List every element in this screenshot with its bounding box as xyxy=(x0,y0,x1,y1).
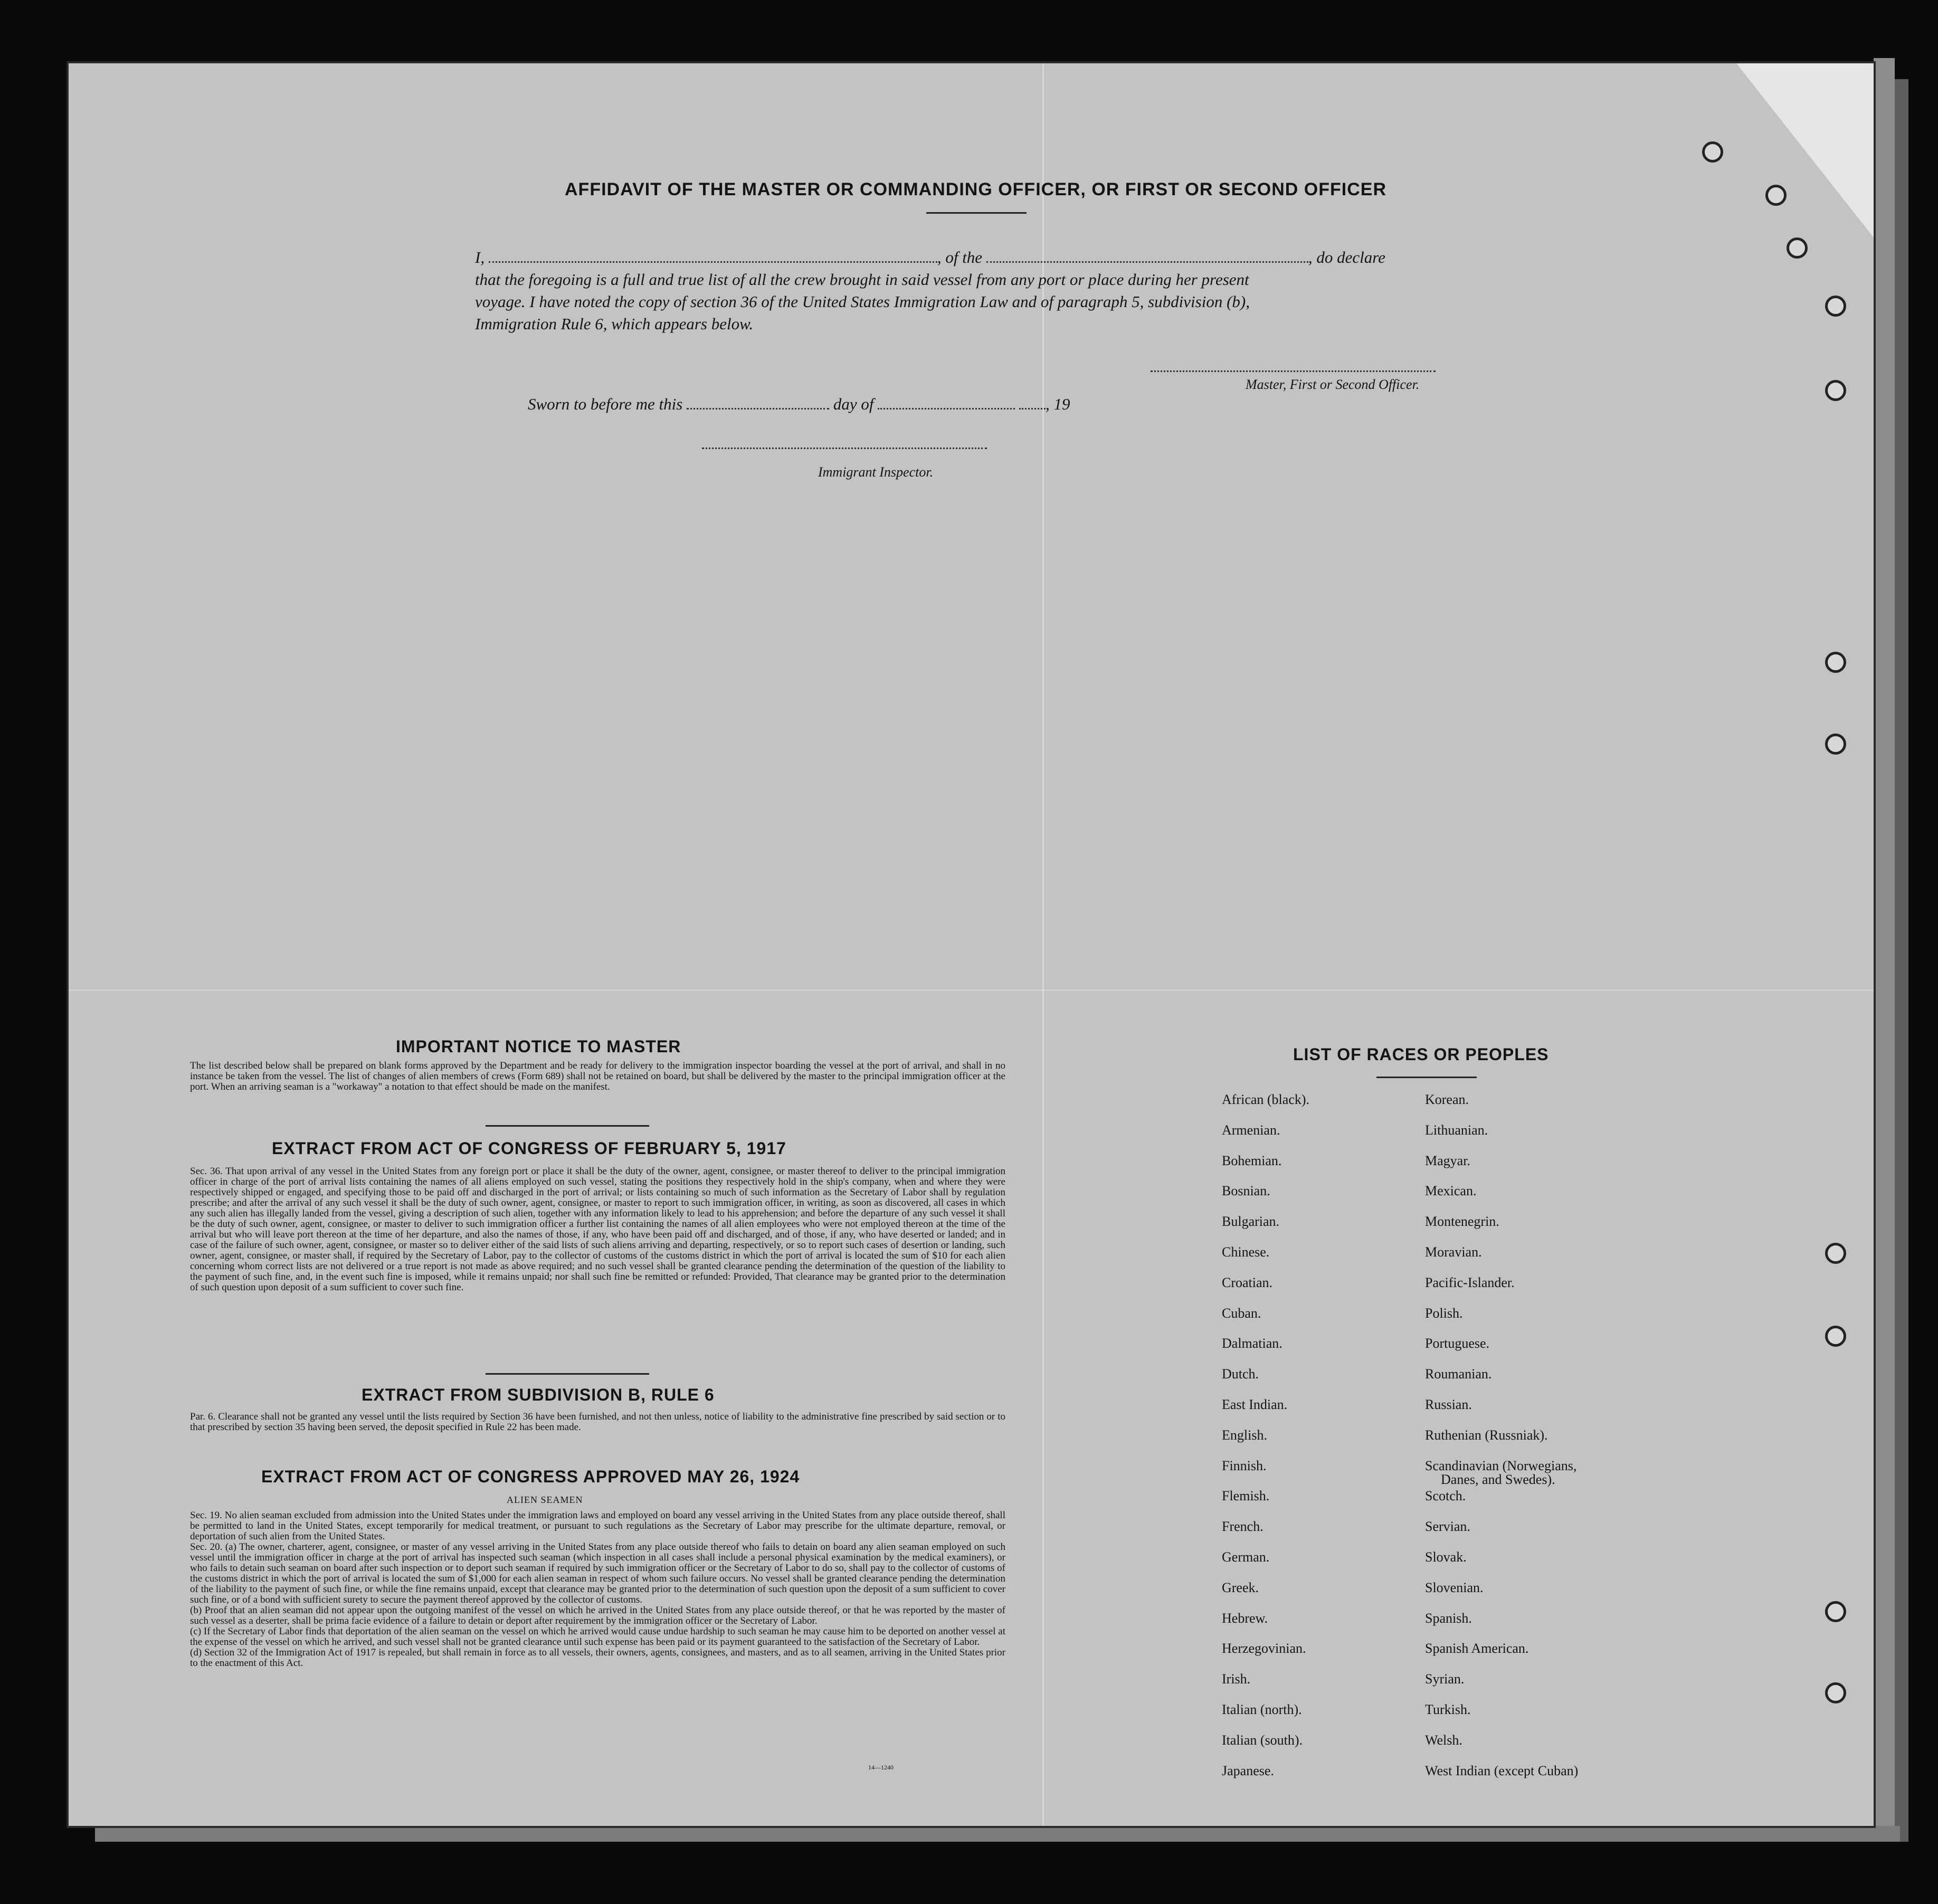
race-item: Lithuanian. xyxy=(1425,1122,1488,1138)
race-item: Greek. xyxy=(1222,1579,1259,1595)
race-item: Mexican. xyxy=(1425,1183,1477,1199)
sec-20b: (b) Proof that an alien seaman did not appear upon the outgoing manifest of the vessel on which he arrived in the United States from any place outside thereof, or that he was reported by the master of such vessel as a deserter, shall be prima facie evidence of a failure to detain or deport after requirement by the immigration officer or the Secretary of Labor. xyxy=(190,1605,1005,1626)
punch-hole-icon xyxy=(1702,141,1723,163)
race-item: Scotch. xyxy=(1425,1488,1466,1504)
sworn-year-prefix-blank[interactable] xyxy=(1019,408,1046,410)
extract-1924-body xyxy=(190,1510,1005,1669)
race-item: Croatian. xyxy=(1222,1274,1273,1290)
name-blank[interactable] xyxy=(489,261,937,263)
extract-1917-body: Sec. 36. That upon arrival of any vessel in the United States from any foreign port or place it shall be the duty of the owner, agent, consignee, or master thereof to deliver to the principal immigration officer in charge of the port of arrival lists containing the names of all aliens employed on such vessel, stating the positions they respectively hold in the ship's company, when and where they were respectively shipped or engaged, and specifying those to be paid off and discharged in the port of arrival; or lists containing so much of such information as the Secretary of Labor shall by regulation prescribe; and after the arrival of any such vessel it shall be the duty of such owner, agent, consignee, or master to report to such immigration officer, in writing, as soon as discovered, all cases in which any such alien has illegally landed from the vessel, giving a description of such alien, together with any information likely to lead to his apprehension; and before the departure of any such vessel it shall be the duty of such owner, agent, consignee, or master to deliver to such immigration officer a further list containing the names of all alien employees who were not employed thereon at the time of the arrival but who will leave port thereon at the time of her departure, and also the names of those, if any, who have been paid off and discharged, and of those, if any, who have deserted or landed; and in case of the failure of such owner, agent, consignee, or master so to deliver either of the said lists of such aliens arriving and departing, respectively, or so to report such cases of desertion or landing, such owner, agent, consignee, or master shall, if required by the Secretary of Labor, pay to the collector of customs of the customs district in which the port of arrival is located the sum of $10 for each alien concerning whom correct lists are not delivered or a true report is not made as above required; and no such vessel shall be granted clearance pending the determination of the question of the liability to the payment of such fine, and, in the event such fine is imposed, while it remains unpaid; nor shall such fine be remitted or refunded: Provided, That clearance may be granted prior to the determination of such question upon deposit of a sum sufficient to cover such fine. xyxy=(190,1166,1005,1293)
punch-hole-icon xyxy=(1765,185,1787,206)
race-item: Italian (north). xyxy=(1222,1702,1302,1717)
vessel-blank[interactable] xyxy=(986,261,1308,263)
master-signature-blank[interactable] xyxy=(1151,370,1436,372)
page-edge-right xyxy=(1874,58,1895,1842)
extract-1924-title: EXTRACT FROM ACT OF CONGRESS APPROVED MAY 26, 1924 xyxy=(261,1467,800,1486)
races-rule xyxy=(1376,1077,1477,1078)
page-edge-far-right xyxy=(1895,79,1908,1842)
race-item: Dutch. xyxy=(1222,1366,1259,1382)
punch-hole-icon xyxy=(1825,1326,1846,1347)
section-rule xyxy=(486,1125,649,1127)
notice-body: The list described below shall be prepared on blank forms approved by the Department and be ready for delivery to the immigration inspector boarding the vessel at the port of arrival, and shall in no instance be taken from the vessel. The list of changes of alien members of crews (Form 689) shall not be retained on board, but shall be delivered by the master to the principal immigration officer at the port. When an arriving seaman is a "workaway" a notation to that effect should be made on the manifest. xyxy=(190,1060,1005,1092)
race-item: Finnish. xyxy=(1222,1458,1267,1473)
punch-hole-icon xyxy=(1825,296,1846,317)
sec-20a: Sec. 20. (a) The owner, charterer, agent, consignee, or master of any vessel arriving in the United States from any place outside thereof who fails to detain on board any alien seaman employed on such vessel until the immigration officer in charge at the port of arrival has inspected such seaman (which inspection in all cases shall include a personal physical examination by the medical examiners), or who fails to detain such seaman on board after such inspection or to deport such seaman if required by such immigration officer or the Secretary of Labor to do so, shall pay to the collector of customs of the customs district in which the port of arrival is located the sum of $1,000 for each alien seaman in respect of whom such failure occurs. No vessel shall be granted clearance pending the determination of the liability to the payment of such fine, or while the fine remains unpaid, except that clearance may be granted prior to the determination of such question upon the deposit of a sum sufficient to cover such fine, or of a bond with sufficient surety to secure the payment thereof approved by the collector of customs. xyxy=(190,1541,1005,1605)
race-item: Servian. xyxy=(1425,1519,1470,1535)
race-item: Herzegovinian. xyxy=(1222,1641,1306,1657)
race-item: Polish. xyxy=(1425,1305,1463,1321)
sworn-day-blank[interactable] xyxy=(687,408,829,410)
affidavit-line1 xyxy=(475,248,1385,267)
sec-19: Sec. 19. No alien seaman excluded from admission into the United States under the immigration laws and employed on board any vessel arriving in the United States from any place outside thereof, shall be permitted to land in the United States, except temporarily for medical treatment, or pursuant to such regulations as the Secretary of Labor may prescribe for the ultimate departure, removal, or deportation of such alien from the United States. xyxy=(190,1510,1005,1542)
notice-title: IMPORTANT NOTICE TO MASTER xyxy=(396,1037,681,1056)
race-item: English. xyxy=(1222,1427,1267,1443)
form-sheet xyxy=(69,63,1874,1826)
affidavit-i: I, xyxy=(475,248,485,266)
race-item: African (black). xyxy=(1222,1092,1310,1107)
affidavit-title: AFFIDAVIT OF THE MASTER OR COMMANDING OFFICER, OR FIRST OR SECOND OFFICER xyxy=(565,179,1386,199)
races-title: LIST OF RACES OR PEOPLES xyxy=(1293,1045,1549,1064)
form-number: 14—1240 xyxy=(868,1764,894,1771)
inspector-label: Immigrant Inspector. xyxy=(818,464,934,480)
sec-20d: (d) Section 32 of the Immigration Act of 1917 is repealed, but shall remain in force as to all vessels, their owners, agents, consignees, and masters, and as to all seamen, arriving in the United States prior to the enactment of this Act. xyxy=(190,1647,1005,1669)
race-item: Flemish. xyxy=(1222,1488,1270,1504)
punch-hole-icon xyxy=(1825,1601,1846,1622)
race-item: French. xyxy=(1222,1519,1264,1535)
affidavit-of-the: , of the xyxy=(937,248,983,266)
race-item: East Indian. xyxy=(1222,1397,1288,1412)
master-signature-label: Master, First or Second Officer. xyxy=(1246,377,1420,392)
race-item: West Indian (except Cuban) xyxy=(1425,1763,1579,1778)
race-item: Pacific-Islander. xyxy=(1425,1274,1515,1290)
punch-hole-icon xyxy=(1825,380,1846,401)
race-item: Italian (south). xyxy=(1222,1732,1303,1748)
race-item: Korean. xyxy=(1425,1092,1469,1107)
race-item: Roumanian. xyxy=(1425,1366,1492,1382)
sworn-prefix: Sworn to before me this xyxy=(528,395,683,413)
race-item: Armenian. xyxy=(1222,1122,1280,1138)
race-item-continuation: Danes, and Swedes). xyxy=(1441,1471,1555,1487)
alien-seamen-subtitle: ALIEN SEAMEN xyxy=(507,1494,583,1505)
race-item: Dalmatian. xyxy=(1222,1336,1282,1351)
punch-hole-icon xyxy=(1825,1682,1846,1703)
inspector-signature-blank[interactable] xyxy=(702,448,987,449)
race-item: Turkish. xyxy=(1425,1702,1471,1717)
sec-20c: (c) If the Secretary of Labor finds that deportation of the alien seaman on the vessel on which he arrived would cause undue hardship to such seaman he may cause him to be deported on another vessel at the expense of the vessel on which he arrived, and such vessel shall not be granted clearance until such expense has been paid or its payment guaranteed to the satisfaction of the Secretary of Labor. xyxy=(190,1626,1005,1648)
race-item: Japanese. xyxy=(1222,1763,1274,1778)
sworn-day-of: day of xyxy=(833,395,874,413)
race-item: Moravian. xyxy=(1425,1244,1482,1260)
affidavit-line4: Immigration Rule 6, which appears below. xyxy=(475,315,754,333)
punch-hole-icon xyxy=(1825,1243,1846,1264)
race-item: Cuban. xyxy=(1222,1305,1261,1321)
sworn-month-blank[interactable] xyxy=(878,408,1015,410)
race-item: Slovenian. xyxy=(1425,1579,1484,1595)
race-item: Russian. xyxy=(1425,1397,1472,1412)
extract-rule6-body: Par. 6. Clearance shall not be granted any vessel until the lists required by Section 36 have been furnished, and not then unless, notice of liability to the administrative fine prescribed by said section or to that prescribed by section 35 having been served, the deposit specified in Rule 22 has been made. xyxy=(190,1411,1005,1433)
race-item: Montenegrin. xyxy=(1425,1214,1499,1230)
punch-hole-icon xyxy=(1825,734,1846,755)
race-item: Slovak. xyxy=(1425,1549,1467,1565)
extract-1917-title: EXTRACT FROM ACT OF CONGRESS OF FEBRUARY 5, 1917 xyxy=(272,1139,786,1158)
folded-corner xyxy=(1736,63,1874,237)
title-rule xyxy=(926,212,1027,214)
race-item: German. xyxy=(1222,1549,1270,1565)
punch-hole-icon xyxy=(1825,652,1846,673)
extract-rule6-title: EXTRACT FROM SUBDIVISION B, RULE 6 xyxy=(362,1385,715,1404)
race-item: Portuguese. xyxy=(1425,1336,1490,1351)
fold-crease-vertical xyxy=(1042,63,1044,1826)
fold-crease-horizontal xyxy=(69,989,1874,991)
sworn-line xyxy=(528,395,1070,414)
race-item: Ruthenian (Russniak). xyxy=(1425,1427,1548,1443)
race-item: Welsh. xyxy=(1425,1732,1462,1748)
section-rule xyxy=(486,1373,649,1375)
sworn-year: , 19 xyxy=(1045,395,1070,413)
affidavit-line2: that the foregoing is a full and true list of all the crew brought in said vessel from any port or place during her present xyxy=(475,270,1249,289)
race-item: Bulgarian. xyxy=(1222,1214,1280,1230)
race-item: Irish. xyxy=(1222,1671,1251,1687)
punch-hole-icon xyxy=(1787,237,1808,259)
affidavit-do-declare: , do declare xyxy=(1308,248,1385,266)
race-item: Spanish American. xyxy=(1425,1641,1529,1657)
race-item: Bosnian. xyxy=(1222,1183,1270,1199)
race-item: Bohemian. xyxy=(1222,1153,1282,1168)
race-item: Chinese. xyxy=(1222,1244,1270,1260)
race-item: Hebrew. xyxy=(1222,1610,1268,1626)
page-edge-bottom xyxy=(95,1826,1900,1842)
race-item: Spanish. xyxy=(1425,1610,1472,1626)
affidavit-line3: voyage. I have noted the copy of section 36 of the United States Immigration Law and of paragraph 5, subdivision (b), xyxy=(475,292,1250,311)
race-item: Magyar. xyxy=(1425,1153,1470,1168)
race-item: Syrian. xyxy=(1425,1671,1465,1687)
race-item: Scandinavian (Norwegians, xyxy=(1425,1458,1577,1473)
